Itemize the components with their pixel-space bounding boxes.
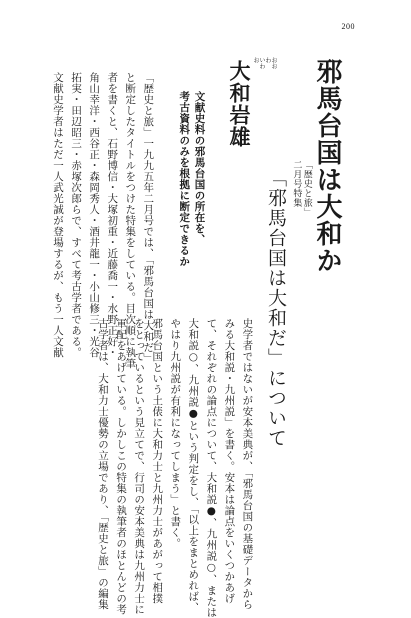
body-line: みる大和説・九州説」を書く。安本は論点をいくつかあげ	[223, 318, 236, 604]
body-line: 角山幸洋・西谷正・森岡秀人・酒井龍一・小山修三・光谷	[88, 72, 101, 358]
body-line: 古学者は、大和力士優勢の立場であり、「歴史と旅」の編集	[97, 318, 110, 610]
body-line: 拓実・田辺昭三・赤塚次郎らで、すべて考古学者である。	[70, 72, 83, 358]
author-ruby-part: いわ	[258, 57, 265, 69]
lead-text	[176, 91, 206, 267]
body-line: 史学者ではないが安本美典が、「邪馬台国の基礎データから	[241, 318, 254, 610]
body-line: 邪馬台国という土俵に大和力士と九州力士があがって相撲	[151, 318, 164, 604]
body-line: 文献史学者はただ一人武光誠が登場するが、もう一人文献	[52, 72, 65, 358]
lead-line: 考古資料のみを根拠に断定できるか	[178, 91, 191, 267]
body-line: 「歴史と旅」一九九五年二月号では、「邪馬台国は大和だ」	[142, 72, 155, 364]
special-issue-label-line: 二月号特集	[291, 160, 302, 208]
author-ruby-part: わ	[264, 57, 271, 63]
body-line: 者を書くと、石野博信・大塚初重・近藤喬一・水野正好・	[106, 72, 119, 358]
author-ruby-part: おお	[270, 57, 277, 69]
author-name: 大和岩雄	[227, 60, 252, 148]
body-line: 大和説○、九州説●という判定をし、「以上をまとめれば、	[187, 318, 200, 613]
author-ruby-part: お	[252, 57, 259, 63]
body-line: と断定したタイトルをつけた特集をしている。目次順に執筆	[124, 72, 137, 369]
article-subtitle: 「邪馬台国は大和だ」について	[265, 168, 287, 448]
body-line: て、それぞれの論点について、大和説●、九州説○、または	[205, 318, 218, 618]
body-line: 軍配をあげている。しかしこの特集の執筆者のほとんどの考	[115, 318, 128, 615]
body-line: やはり九州説が有利になってしまう」と書く。	[169, 318, 182, 549]
special-issue-label-line: 「歴史と旅」	[301, 160, 312, 217]
body-text-lower	[94, 318, 256, 618]
article-title: 邪馬台国は大和か	[312, 58, 342, 274]
author-ruby	[252, 57, 276, 177]
page-number: 200	[341, 22, 355, 31]
body-line: をとっているという見立てで、行司の安本美典は九州力士に	[133, 318, 146, 615]
special-issue-label	[291, 160, 312, 217]
lead-line: 文献史料の邪馬台国の所在を、	[193, 91, 206, 245]
